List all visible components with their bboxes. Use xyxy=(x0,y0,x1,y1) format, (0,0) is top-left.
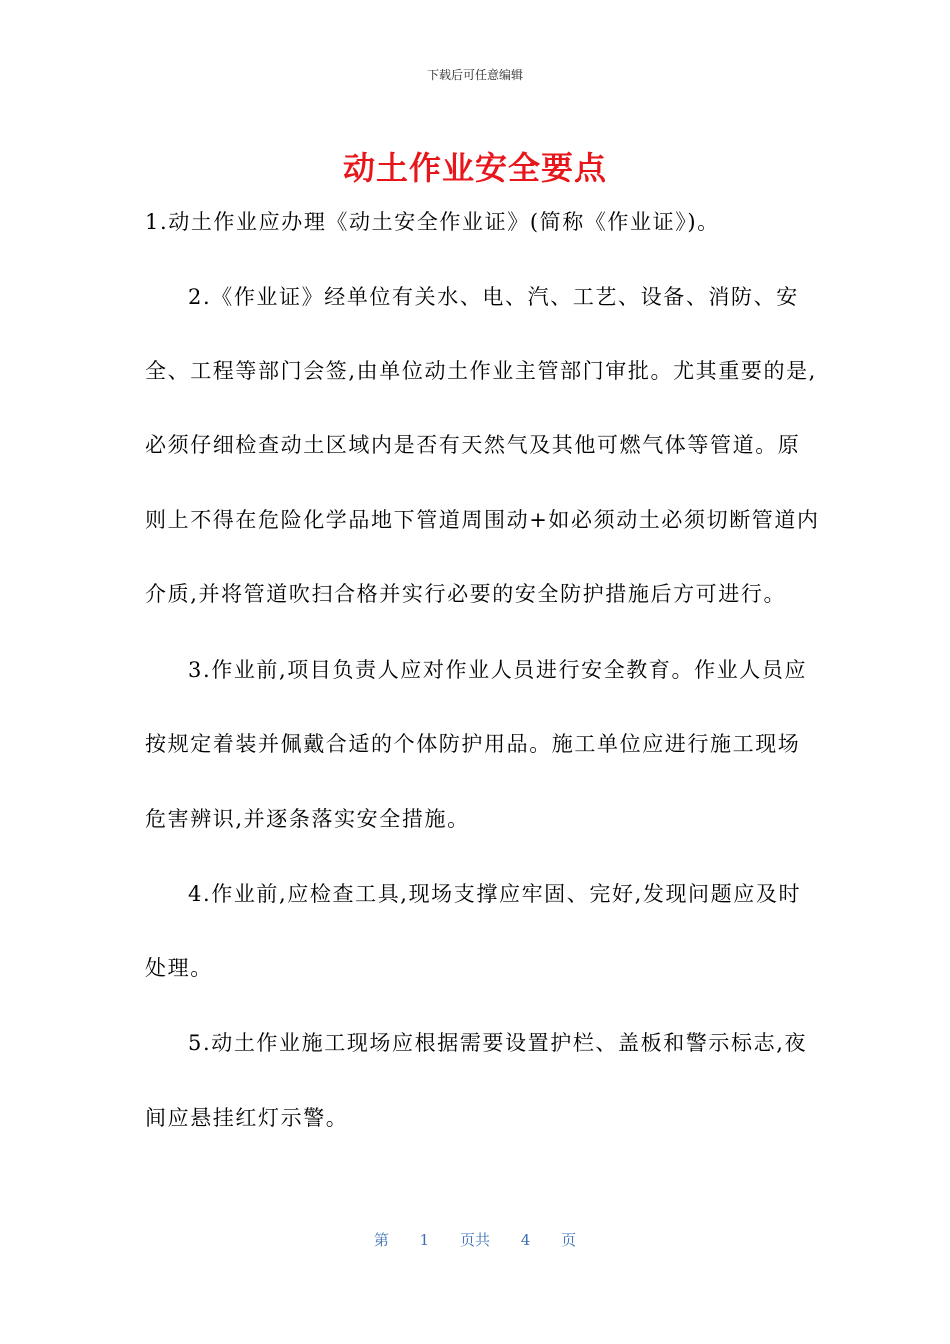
page-header: 下载后可任意编辑 xyxy=(426,68,523,82)
paragraph-line: 3.作业前,项目负责人应对作业人员进行安全教育。作业人员应 xyxy=(188,658,808,682)
paragraph-line: 全、工程等部门会签,由单位动土作业主管部门审批。尤其重要的是, xyxy=(145,359,817,383)
page-label-suffix: 页 xyxy=(561,1231,577,1249)
paragraph-line: 4.作业前,应检查工具,现场支撑应牢固、完好,发现问题应及时 xyxy=(188,882,802,906)
paragraph-line: 必须仔细检查动土区域内是否有天然气及其他可燃气体等管道。原 xyxy=(145,433,801,457)
document-title: 动土作业安全要点 xyxy=(342,149,607,187)
total-pages: 4 xyxy=(520,1231,531,1249)
paragraph-line: 1.动土作业应办理《动土安全作业证》(简称《作业证》)。 xyxy=(145,210,720,234)
paragraph-line: 5.动土作业施工现场应根据需要设置护栏、盖板和警示标志,夜 xyxy=(188,1031,808,1055)
paragraph-line: 处理。 xyxy=(145,956,213,980)
paragraph-line: 按规定着装并佩戴合适的个体防护用品。施工单位应进行施工现场 xyxy=(145,732,801,756)
paragraph-line: 介质,并将管道吹扫合格并实行必要的安全防护措施后方可进行。 xyxy=(145,582,787,606)
page-label-mid: 页共 xyxy=(459,1231,490,1249)
paragraph-line: 间应悬挂红灯示警。 xyxy=(145,1106,349,1130)
paragraph-line: 危害辨识,并逐条落实安全措施。 xyxy=(145,807,470,831)
page-number: 1 xyxy=(419,1231,430,1249)
page-label-prefix: 第 xyxy=(373,1231,389,1249)
paragraph-line: 2.《作业证》经单位有关水、电、汽、工艺、设备、消防、安 xyxy=(188,285,799,309)
paragraph-line: 则上不得在危险化学品地下管道周围动+如必须动土必须切断管道内 xyxy=(145,508,820,532)
page-footer xyxy=(0,1229,950,1250)
